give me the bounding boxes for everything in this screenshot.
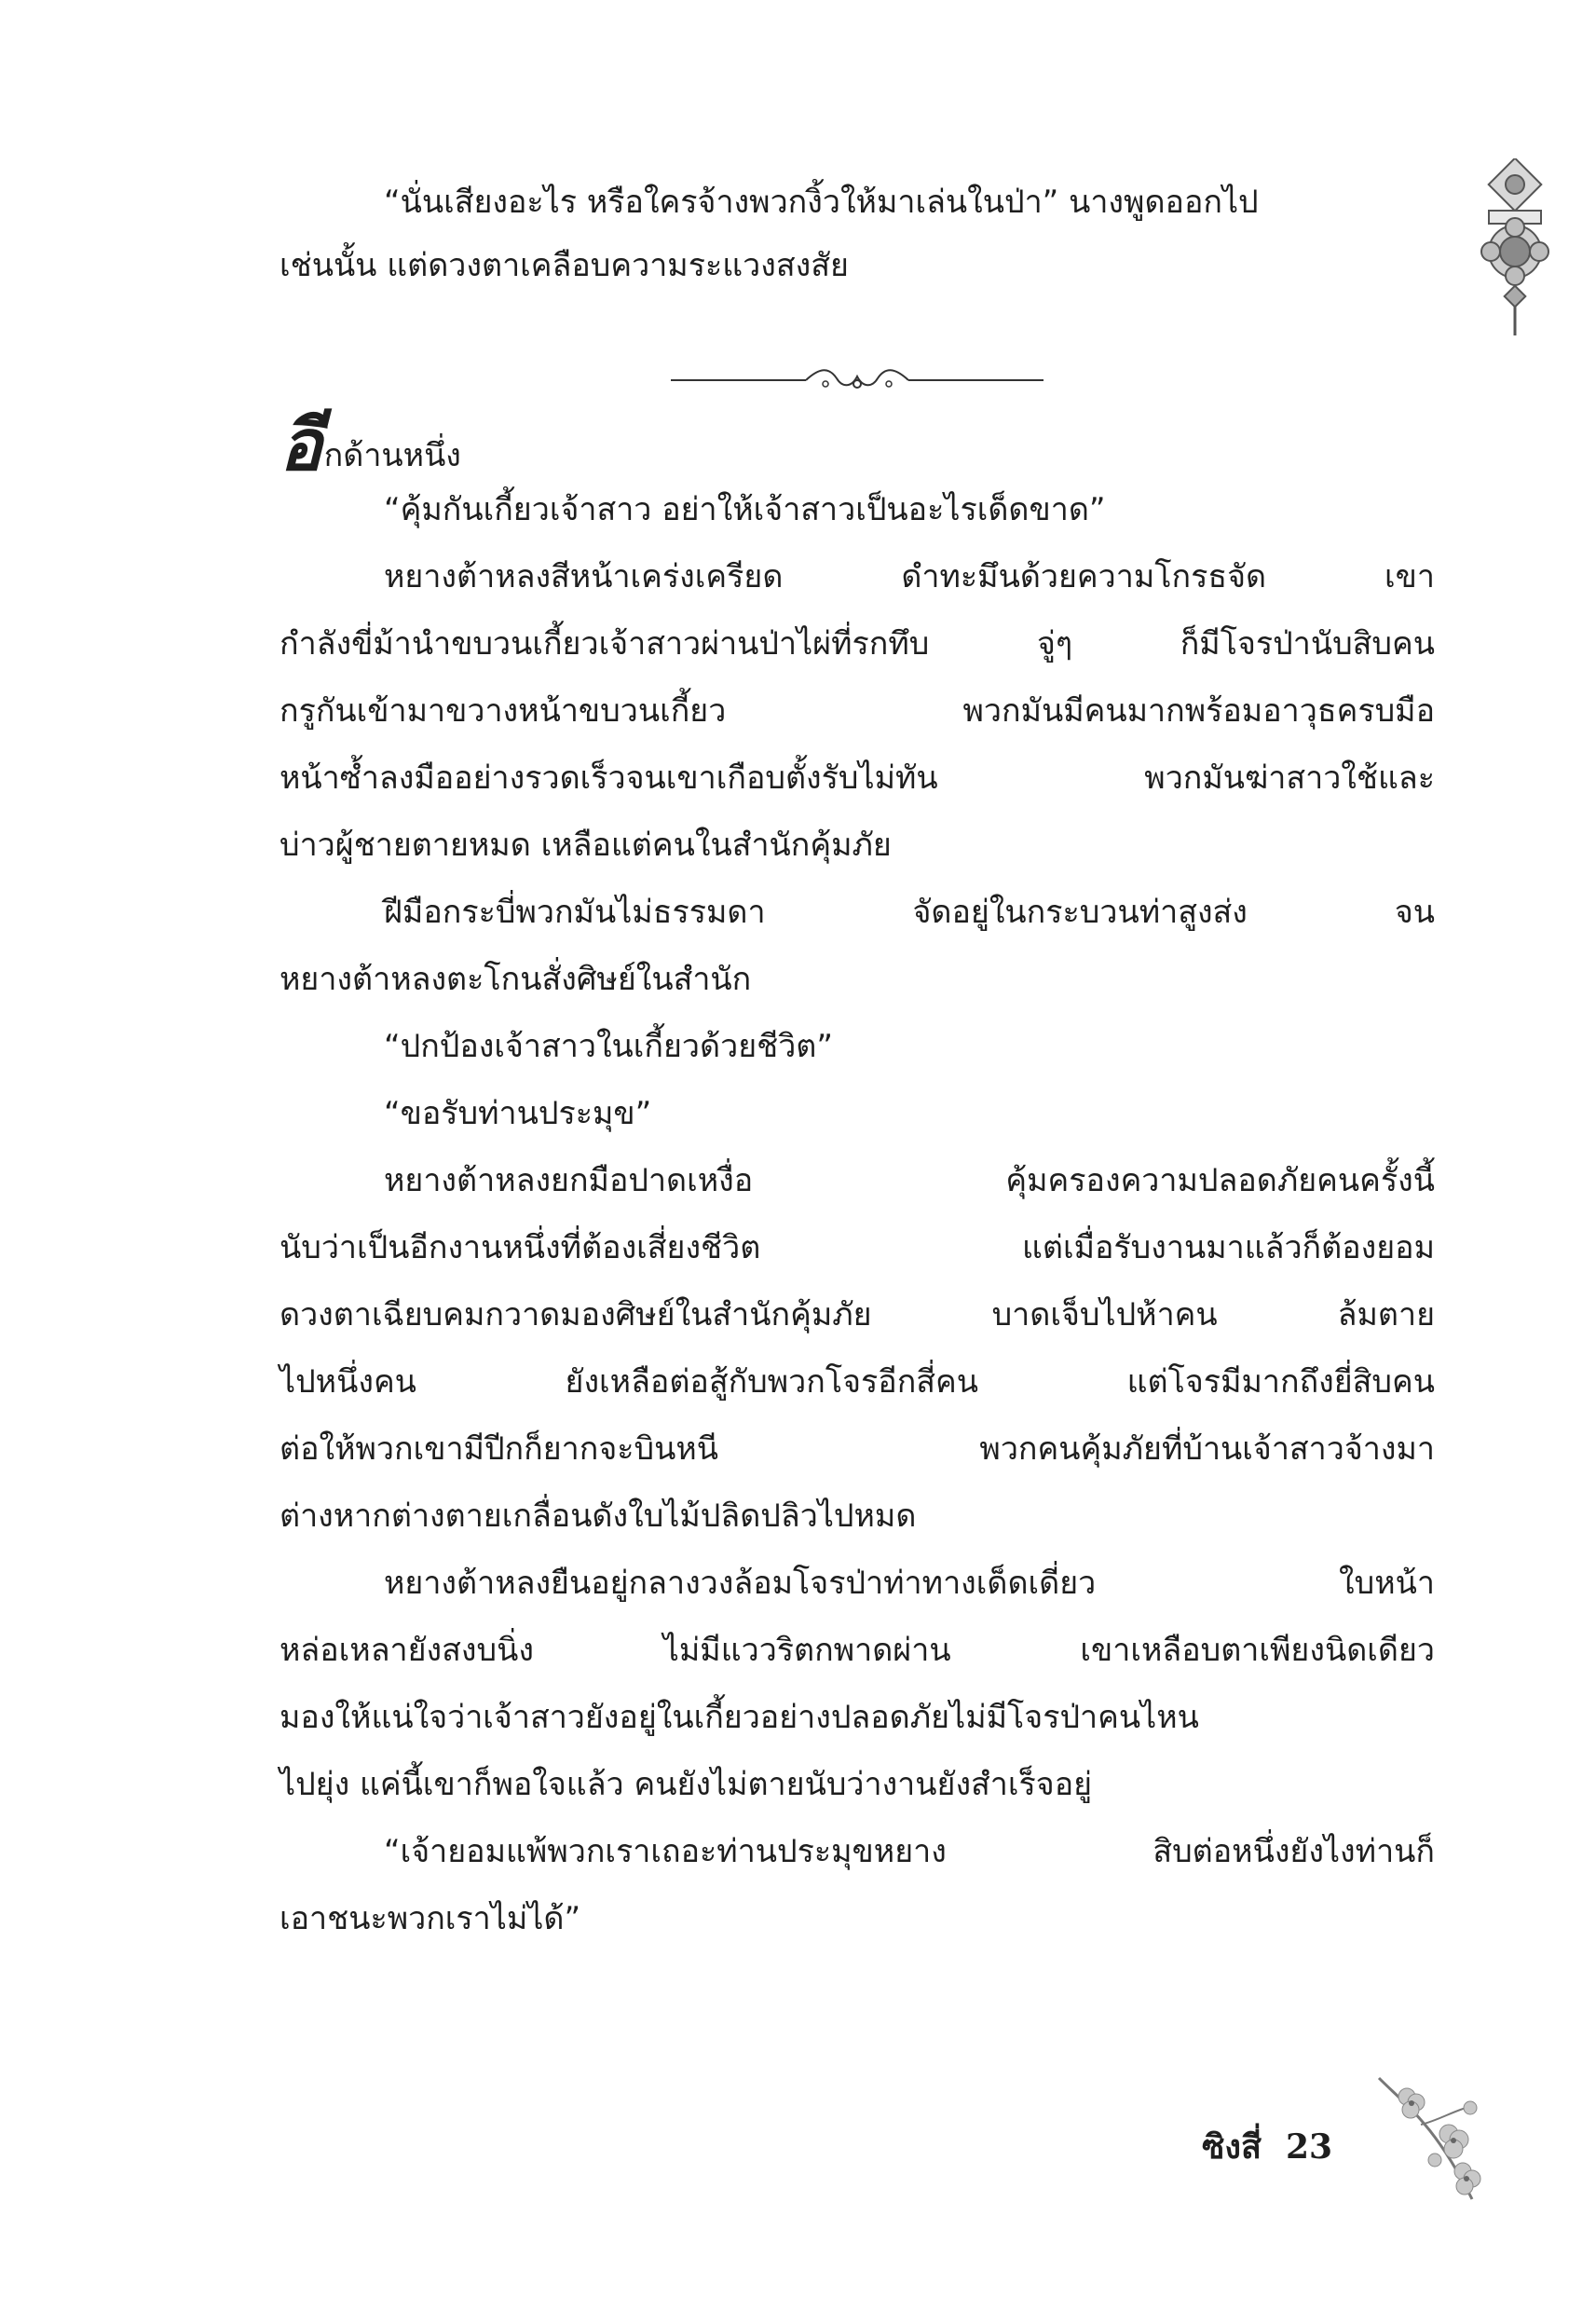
plum-blossom-icon (1370, 2069, 1491, 2208)
paragraph-line: บ่าวผู้ชายตายหมด เหลือแต่คนในสำนักคุ้มภัย (280, 827, 892, 864)
paragraph-line: ไปยุ่ง แค่นี้เขาก็พอใจแล้ว คนยังไม่ตายนับว่างานยังสำเร็จอยู่ (280, 1766, 1093, 1803)
section-divider-icon (671, 362, 1044, 399)
page-number: 23 (1285, 2127, 1333, 2167)
paragraph-line: ไปหนึ่งคน ยังเหลือต่อสู้กับพวกโจรอีกสี่คน แต่โจรมีมากถึงยี่สิบคน (280, 1363, 1435, 1401)
paragraph-line: นับว่าเป็นอีกงานหนึ่งที่ต้องเสี่ยงชีวิต แต่เมื่อรับงานมาแล้วก็ต้องยอม (280, 1229, 1435, 1266)
paragraph-line: หยางต้าหลงตะโกนสั่งศิษย์ในสำนัก (280, 961, 752, 998)
paragraph-line: หยางต้าหลงสีหน้าเคร่งเครียด ดำทะมึนด้วยความโกรธจัด เขา (384, 558, 1435, 595)
paragraph-line: หยางต้าหลงยืนอยู่กลางวงล้อมโจรป่าท่าทางเด็ดเดี่ยว ใบหน้า (384, 1565, 1435, 1602)
drop-cap: อี (280, 403, 322, 486)
paragraph-line: หยางต้าหลงยกมือปาดเหงื่อ คุ้มครองความปลอดภัยคนครั้งนี้ (384, 1162, 1435, 1199)
paragraph-line: มองให้แน่ใจว่าเจ้าสาวยังอยู่ในเกี้ยวอย่างปลอดภัยไม่มีโจรป่าคนไหน (280, 1699, 1199, 1736)
paragraph-line: “ขอรับท่านประมุข” (384, 1095, 652, 1132)
paragraph-line: กด้านหนึ่ง (323, 437, 461, 474)
paragraph-line: ฝีมือกระบี่พวกมันไม่ธรรมดา จัดอยู่ในกระบวนท่าสูงส่ง จน (384, 894, 1435, 931)
paragraph-line: “คุ้มกันเกี้ยวเจ้าสาว อย่าให้เจ้าสาวเป็นอะไรเด็ดขาด” (384, 491, 1106, 528)
page-footer (1202, 2120, 1332, 2173)
paragraph-line: “นั่นเสียงอะไร หรือใครจ้างพวกงิ้วให้มาเล่นในป่า” นางพูดออกไป (384, 184, 1259, 221)
paragraph-line: “เจ้ายอมแพ้พวกเราเถอะท่านประมุขหยาง สิบต่อหนึ่งยังไงท่านก็ (384, 1833, 1435, 1870)
paragraph-line: เช่นนั้น แต่ดวงตาเคลือบความระแวงสงสัย (280, 247, 849, 284)
paragraph-line: “ปกป้องเจ้าสาวในเกี้ยวด้วยชีวิต” (384, 1028, 833, 1065)
paragraph-line: หล่อเหลายังสงบนิ่ง ไม่มีแววริตกพาดผ่าน เขาเหลือบตาเพียงนิดเดียว (280, 1632, 1435, 1669)
book-title: ซิงสี่ (1202, 2127, 1262, 2167)
ornament-tassel-icon (1472, 158, 1558, 345)
paragraph-line: หน้าซ้ำลงมืออย่างรวดเร็วจนเขาเกือบตั้งรับไม่ทัน พวกมันฆ่าสาวใช้และ (280, 759, 1435, 797)
paragraph-line: กรูกันเข้ามาขวางหน้าขบวนเกี้ยว พวกมันมีคนมากพร้อมอาวุธครบมือ (280, 692, 1435, 730)
paragraph-line: กำลังขี่ม้านำขบวนเกี้ยวเจ้าสาวผ่านป่าไผ่ที่รกทึบ จู่ๆ ก็มีโจรป่านับสิบคน (280, 625, 1435, 663)
paragraph-line: ดวงตาเฉียบคมกวาดมองศิษย์ในสำนักคุ้มภัย บาดเจ็บไปห้าคน ล้มตาย (280, 1296, 1435, 1333)
paragraph-line: ต่างหากต่างตายเกลื่อนดังใบไม้ปลิดปลิวไปหมด (280, 1497, 917, 1535)
paragraph-line: ต่อให้พวกเขามีปีกก็ยากจะบินหนี พวกคนคุ้มภัยที่บ้านเจ้าสาวจ้างมา (280, 1430, 1435, 1468)
paragraph-line: เอาชนะพวกเราไม่ได้” (280, 1900, 581, 1937)
